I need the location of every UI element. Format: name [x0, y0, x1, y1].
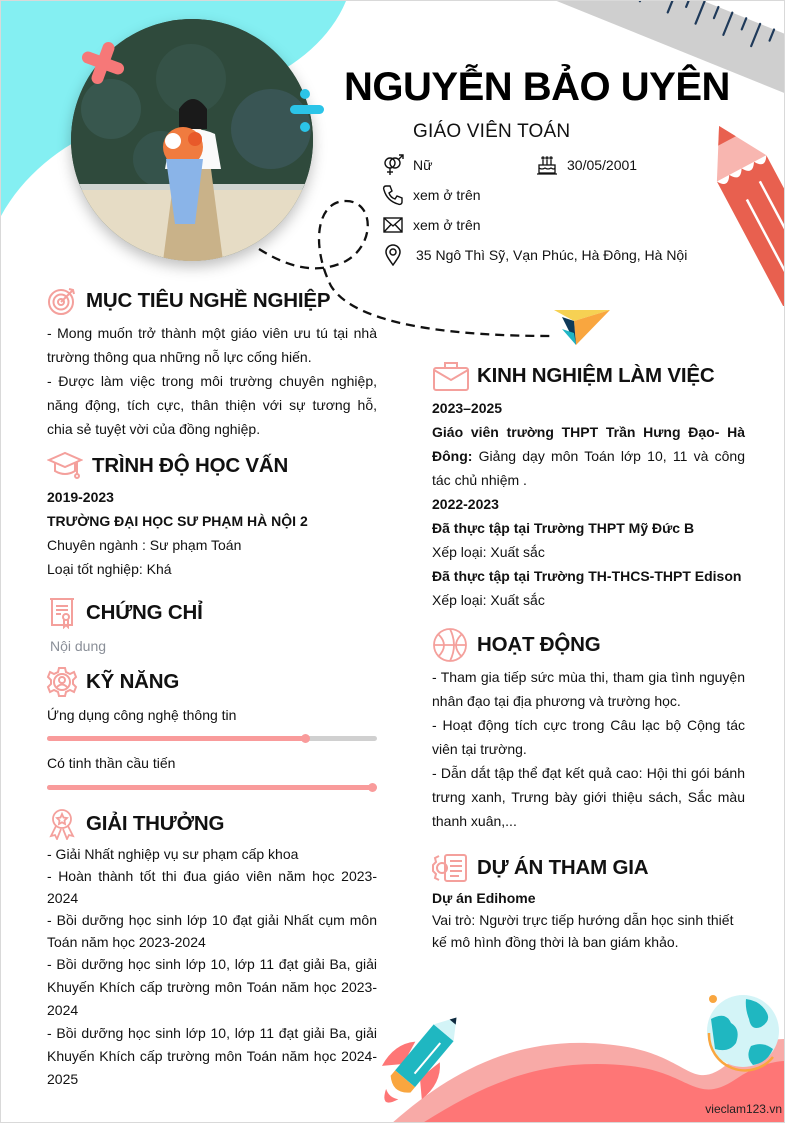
award-item: - Bồi dưỡng học sinh lớp 10, lớp 11 đạt giải Ba, giải Khuyến Khích cấp trường môn Toán năm học 2023-2024 [47, 956, 377, 1018]
section-title-experience: KINH NGHIỆM LÀM VIỆC [431, 360, 714, 392]
info-birthday [536, 154, 637, 176]
location-pin-icon [382, 244, 404, 266]
objective-line: - Được làm việc trong môi trường chuyên nghiệp, năng động, tích cực, thân thiện với sự tương hỗ, chia sẻ tuyệt vời của đồng nghiệp. [47, 373, 377, 437]
activity-item: - Hoạt động tích cực trong Câu lạc bộ Cộng tác viên tại trường. [432, 717, 745, 757]
experience-text [432, 396, 745, 612]
candidate-name: NGUYỄN BẢO UYÊN [344, 65, 730, 109]
globe-decoration [701, 991, 785, 1076]
footer-brand: vieclam123.vn [705, 1102, 782, 1116]
gender-value: Nữ [413, 157, 433, 173]
email-icon [382, 214, 404, 236]
skill-label-2: Có tinh thần cầu tiến [47, 755, 176, 771]
internship-2: Đã thực tập tại Trường TH-THCS-THPT Edison [432, 568, 742, 584]
skill-bar-2 [47, 785, 377, 790]
project-role: Vai trò: Người trực tiếp hướng dẫn học sinh thiết kế mô hình đồng thời là ban giám khảo. [432, 912, 734, 950]
birthday-cake-icon [536, 154, 558, 176]
info-phone [382, 184, 481, 206]
awards-text [47, 843, 377, 1091]
section-title-objective: MỤC TIÊU NGHỀ NGHIỆP [46, 285, 330, 317]
graduation-cap-icon [46, 450, 84, 482]
internship-1: Đã thực tập tại Trường THPT Mỹ Đức B [432, 520, 695, 536]
experience-entry: Giáo viên trường THPT Trần Hưng Đạo- Hà Đông: Giảng dạy môn Toán lớp 10, 11 và công tác chủ nhiệm . [432, 424, 745, 488]
section-title-awards: GIẢI THƯỞNG [46, 808, 224, 840]
education-grade: Loại tốt nghiệp: Khá [47, 561, 172, 577]
paper-plane-decoration [552, 307, 612, 347]
award-ribbon-icon [46, 808, 78, 840]
project-document-gear-icon [431, 852, 469, 884]
plus-decoration [79, 39, 127, 87]
projects-text [432, 887, 745, 953]
skill-bar-1 [47, 736, 377, 741]
internship-2-rank: Xếp loại: Xuất sắc [432, 592, 545, 608]
award-item: - Hoàn thành tốt thi đua giáo viên năm học 2023-2024 [47, 868, 377, 906]
pencil-decoration [711, 126, 785, 306]
education-school: TRƯỜNG ĐẠI HỌC SƯ PHẠM HÀ NỘI 2 [47, 513, 308, 529]
section-title-certificates: CHỨNG CHỈ [46, 597, 203, 629]
experience-period: 2023–2025 [432, 400, 503, 416]
internship-1-rank: Xếp loại: Xuất sắc [432, 544, 545, 560]
rocket-pencil-decoration [371, 1011, 471, 1121]
award-item: - Bồi dưỡng học sinh lớp 10 đạt giải Nhất cụm môn Toán năm học 2023-2024 [47, 912, 377, 950]
certificate-icon [46, 597, 78, 629]
phone-icon [382, 184, 404, 206]
activities-text [432, 665, 745, 833]
section-title-skills: KỸ NĂNG [46, 666, 179, 698]
section-title-education: TRÌNH ĐỘ HỌC VẤN [46, 450, 288, 482]
objective-text [47, 321, 377, 441]
briefcase-icon [431, 360, 471, 392]
award-item: - Bồi dưỡng học sinh lớp 10, lớp 11 đạt giải Ba, giải Khuyến Khích cấp trường môn Toán năm học 2024-2025 [47, 1025, 377, 1087]
section-title-activities: HOẠT ĐỘNG [431, 629, 600, 661]
target-icon [46, 285, 78, 317]
experience-period: 2022-2023 [432, 496, 499, 512]
education-major: Chuyên ngành : Sư phạm Toán [47, 537, 242, 553]
division-decoration [287, 86, 327, 136]
gear-user-icon [46, 666, 78, 698]
email-value: xem ở trên [413, 217, 481, 233]
education-period: 2019-2023 [47, 489, 114, 505]
skill-label-1: Ứng dụng công nghệ thông tin [47, 707, 237, 723]
basketball-icon [431, 629, 469, 661]
info-gender [382, 154, 432, 176]
project-name: Dự án Edihome [432, 890, 536, 906]
address-value: 35 Ngô Thì Sỹ, Vạn Phúc, Hà Đông, Hà Nội [416, 247, 688, 263]
info-email [382, 214, 481, 236]
objective-line: - Mong muốn trở thành một giáo viên ưu tú tại nhà trường thông qua những nỗ lực cống hiến. [47, 325, 377, 365]
job-title: GIÁO VIÊN TOÁN [413, 121, 571, 142]
activity-item: - Tham gia tiếp sức mùa thi, tham gia tình nguyện nhân đạo tại địa phương và trường học. [432, 669, 745, 709]
award-item: - Giải Nhất nghiệp vụ sư phạm cấp khoa [47, 846, 299, 862]
info-address [382, 244, 687, 266]
birthday-value: 30/05/2001 [567, 157, 638, 173]
certificates-placeholder: Nội dung [50, 638, 107, 654]
skill-bar-knob [368, 783, 377, 792]
skill-bar-knob [301, 734, 310, 743]
education-text [47, 485, 377, 581]
phone-value: xem ở trên [413, 187, 481, 203]
section-title-projects: DỰ ÁN THAM GIA [431, 852, 648, 884]
gender-icon [382, 154, 404, 176]
activity-item: - Dẫn dắt tập thể đạt kết quả cao: Hội thi gói bánh trưng xanh, Trưng bày giới thiệu sách, Sắc màu thanh xuân,... [432, 765, 745, 829]
